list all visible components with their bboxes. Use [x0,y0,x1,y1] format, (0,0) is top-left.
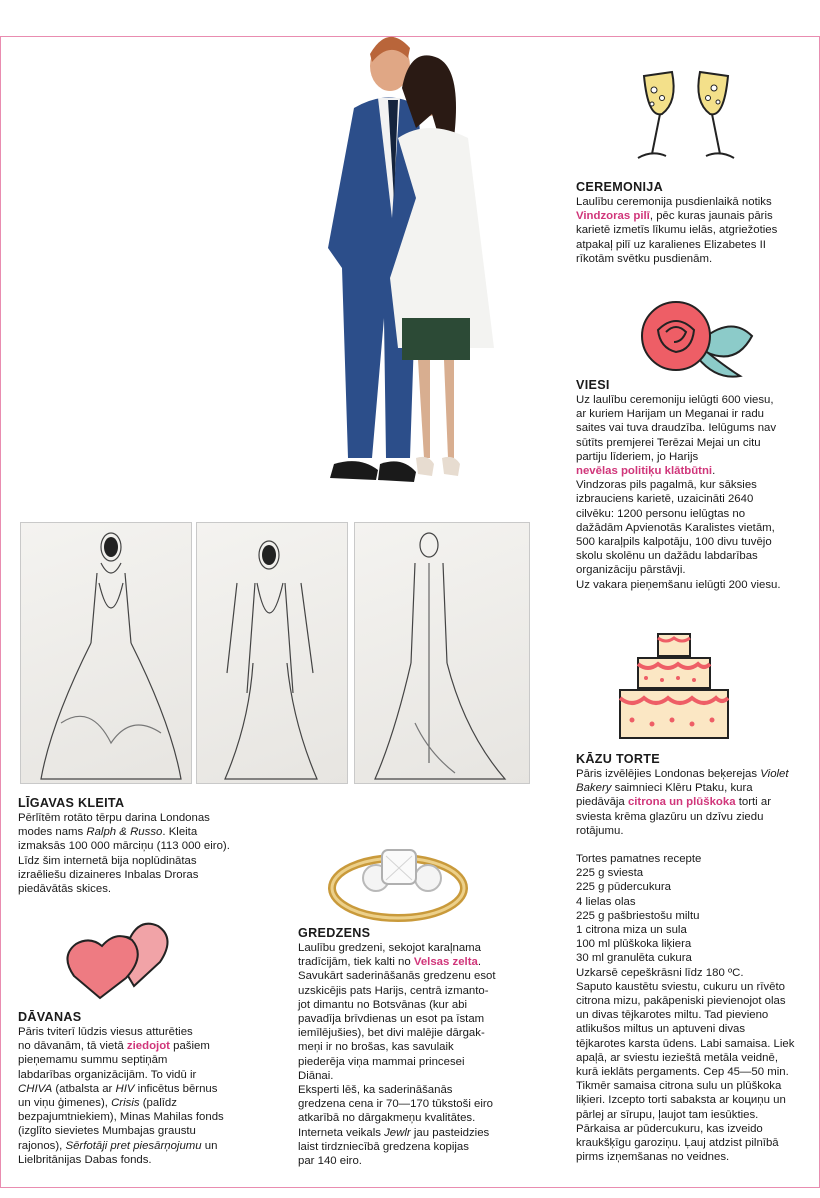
gredzens-line: iemīlējušies), bet divi malējie dārgak- [298,1027,485,1040]
davanas-italic: Crisis [111,1097,140,1110]
ceremonija-text: , pēc kuras jaunais pāris [649,210,773,223]
viesi-line: organizāciju pārstāvji. [576,564,686,577]
davanas-text: (palīdz [139,1097,177,1110]
gredzens-title: GREDZENS [298,926,371,940]
viesi-line: Uz vakara pieņemšanu ielūgti 200 viesu. [576,578,781,591]
gredzens-line: laist tirdzniecībā gredzena kopijas [298,1140,469,1153]
davanas-line [18,1139,270,1153]
gredzens-text: Interneta veikals [298,1126,385,1139]
ingredient: 4 lielas olas [576,895,636,908]
kleita-text: modes nams [18,826,87,839]
torte-line [576,767,812,781]
viesi-line [576,464,808,478]
gredzens-line: jot dimantu no Botsvānas (kur abi [298,998,468,1011]
viesi-line: ar kuriem Harijam un Meganai ir radu [576,408,765,421]
gredzens-line: piederēja viņa mammai princesei [298,1055,465,1068]
recipe-step: kurā ieklāts pergaments. Cep 45—50 min. [576,1066,789,1079]
kleita-line: izmaksās 100 000 mārciņu (113 000 eiro). [18,840,230,853]
davanas-line [18,1096,270,1110]
davanas-italic: HIV [115,1082,135,1095]
dress-sketch-1 [20,522,192,784]
viesi-line: sūtīts premjerei Terēzai Mejai un citu [576,436,761,449]
ceremonija-title: CEREMONIJA [576,180,663,194]
gredzens-line: Diānai. [298,1069,334,1082]
torte-title: KĀZU TORTE [576,752,660,766]
viesi-line: saites vai tuva draudzība. Ielūgums nav [576,422,777,435]
davanas-text: rajonos), [18,1139,66,1152]
davanas-text: inficētus bērnus [134,1082,218,1095]
davanas-line: Pāris tviterī lūdzis viesus atturēties [18,1026,193,1038]
torte-text: piedāvāja [576,796,628,809]
recipe-step: Tikmēr samaisa citrona sulu un plūškoka [576,1080,782,1093]
ingredient: 225 g pašbriestošu miltu [576,909,700,922]
ceremonija-line: Laulību ceremonija pusdienlaikā notiks [576,196,772,208]
gredzens-line: Eksperti lēš, ka saderināšanās [298,1084,453,1097]
kleita-italic: Ralph & Russo [86,826,163,839]
recipe-title: Tortes pamatnes recepte [576,853,702,866]
davanas-line [18,1082,270,1096]
viesi-highlight: nevēlas politiķu klātbūtni [576,465,713,478]
dress-sketch-3 [354,522,530,784]
torte-line [576,781,812,795]
ingredient: 100 ml plūškoka liķiera [576,938,692,951]
engagement-ring-photo [316,822,478,928]
torte-line [576,795,812,809]
hearts-icon [60,916,178,1000]
gredzens-text: tradīcijām, tiek kalti no [298,956,414,969]
viesi-line: dažādām Apvienotās Karalistes vietām, [576,521,775,534]
gredzens-section [298,926,536,1168]
gredzens-line: par 140 eiro. [298,1155,362,1168]
torte-italic: Violet [760,768,789,780]
recipe-step: pirms izņemšanas no veidnes. [576,1151,730,1164]
viesi-line: Uz laulību ceremoniju ielūgti 600 viesu, [576,394,774,406]
kleita-line: izraēliešu dizaineres Inbalas Droras [18,868,199,881]
recipe-step: citrona mizu, pakāpeniski pievienojot olas [576,995,786,1008]
davanas-title: DĀVANAS [18,1010,82,1024]
champagne-glasses-icon [622,62,750,172]
ceremonija-line: karietē izmetīs līkumu ielās, atgriežoties [576,224,778,237]
torte-highlight: citrona un plūškoka [627,796,736,809]
ingredient: 225 g sviesta [576,867,644,880]
kleita-line [18,825,268,839]
torte-text: saimnieci Klēru Ptaku, kura [611,782,753,795]
kleita-line: Pērlītēm rotāto tērpu darina Londonas [18,812,210,824]
davanas-text: pašiem [169,1040,210,1053]
gredzens-line [298,955,536,969]
recipe-step: liķieri. Izcepto torti sabaksta ar koциņu un [576,1094,786,1107]
torte-line: rotājumu. [576,824,624,837]
torte-line: sviesta krēma glazūru un dzīvu ziedu [576,810,764,823]
recipe-step: atlikušos miltus un aptuveni divas [576,1023,746,1036]
kleita-text: . Kleita [162,826,198,839]
gredzens-line: meņi ir no brošas, kas savulaik [298,1041,454,1054]
davanas-text: no dāvanām, tā vietā [18,1040,127,1053]
davanas-line: bezpajumtniekiem), Minas Mahilas fonds [18,1111,224,1124]
couple-photo [298,18,508,490]
gredzens-line: uzskicējis pats Harijs, centrā izmanto- [298,984,489,997]
gredzens-line: atkarībā no dārgakmeņu kvalitātes. [298,1112,476,1125]
viesi-line: izbrauciens karietē, uzaicināti 2640 [576,493,754,506]
gredzens-line: pavadīja brīvdienas un esot pa īstam [298,1013,485,1026]
torte-text: Pāris izvēlējies Londonas beķerejas [576,768,761,780]
davanas-line: Lielbritānijas Dabas fonds. [18,1153,152,1166]
rose-icon [632,296,760,382]
davanas-line: (izglīto sievietes Mumbajas graustu [18,1125,196,1138]
gredzens-text: . [477,956,481,969]
davanas-line: labdarības organizācijām. To vidū ir [18,1068,197,1081]
ingredient: 30 ml granulēta cukura [576,952,692,965]
gredzens-line: Laulību gredzeni, sekojot karaļnama [298,942,481,954]
recipe-step: tējkarotes karsta ūdens. Labi samaisa. Liek [576,1037,795,1050]
recipe-step: un divas tējkarotes miltu. Tad pievieno [576,1009,769,1022]
torte-text: torti ar [735,796,771,809]
davanas-line: pieņemamu summu septiņām [18,1054,168,1067]
recipe-step: apaļā, ar sviestu iezieštā metāla veidnē, [576,1051,778,1064]
torte-section [576,752,812,1164]
gredzens-italic: Jewlr [384,1126,411,1139]
ingredient: 225 g pūdercukura [576,881,671,894]
viesi-line: skolu skolēnu un dažādu labdarības [576,550,758,563]
gredzens-line: gredzena cena ir 70—170 tūkstoši eiro [298,1098,494,1111]
viesi-line: Vindzoras pils pagalmā, kur sāksies [576,479,757,492]
dress-sketch-2 [196,522,348,784]
davanas-text: un viņu ģimenes), [18,1097,112,1110]
recipe-step: kraukšķīgu garoziņu. Ļauj atdzist pilnībā [576,1137,779,1150]
ingredient: 1 citrona miza un sula [576,924,687,937]
ceremonija-line [576,209,808,223]
kleita-line: piedāvātās skices. [18,883,112,896]
davanas-highlight: ziedojot [126,1040,170,1053]
kleita-line: Līdz šim internetā bija noplūdinātas [18,854,197,867]
davanas-section [18,1010,270,1167]
ceremonija-highlight: Vindzoras pilī [576,210,650,223]
gredzens-highlight: Velsas zelta [413,956,478,969]
ceremonija-line: atpakaļ pilī uz karalienes Elizabetes II [576,238,766,251]
viesi-line: cilvēku: 1200 personu ielūgtas no [576,507,746,520]
recipe-step: Saputo kaustētu sviestu, cukuru un rīvēto [576,980,785,993]
viesi-text: . [712,465,716,478]
recipe-step: pārlej ar sīrupu, ļaujot tam iesūkties. [576,1108,759,1121]
wedding-cake-icon [612,628,736,748]
davanas-italic: CHIVA [18,1082,53,1095]
recipe-step: Uzkarsē cepeškrāsni līdz 180 ºC. [576,966,744,979]
viesi-section [576,378,808,592]
davanas-text: (atbalsta ar [52,1082,116,1095]
viesi-line: partiju līderiem, jo Harijs [576,450,699,463]
ceremonija-section [576,180,808,266]
gredzens-line [298,1126,536,1140]
kleita-section [18,796,268,896]
viesi-line: 500 karaļpils kalpotāju, 100 divu tuvējo [576,536,772,549]
kleita-title: LĪGAVAS KLEITA [18,796,125,810]
davanas-line [18,1039,270,1053]
torte-italic: Bakery [576,782,612,795]
ceremonija-line: rīkotām svētku pusdienām. [576,252,713,265]
recipe-step: Pārkaisa ar pūdercukuru, kas izveido [576,1122,763,1135]
davanas-text: un [201,1139,218,1152]
gredzens-text: jau pasteidzies [410,1126,490,1139]
davanas-italic: Sērfotāji pret piesārņojumu [65,1139,202,1152]
viesi-title: VIESI [576,378,610,392]
gredzens-line: Savukārt saderināšanās gredzenu esot [298,970,496,983]
